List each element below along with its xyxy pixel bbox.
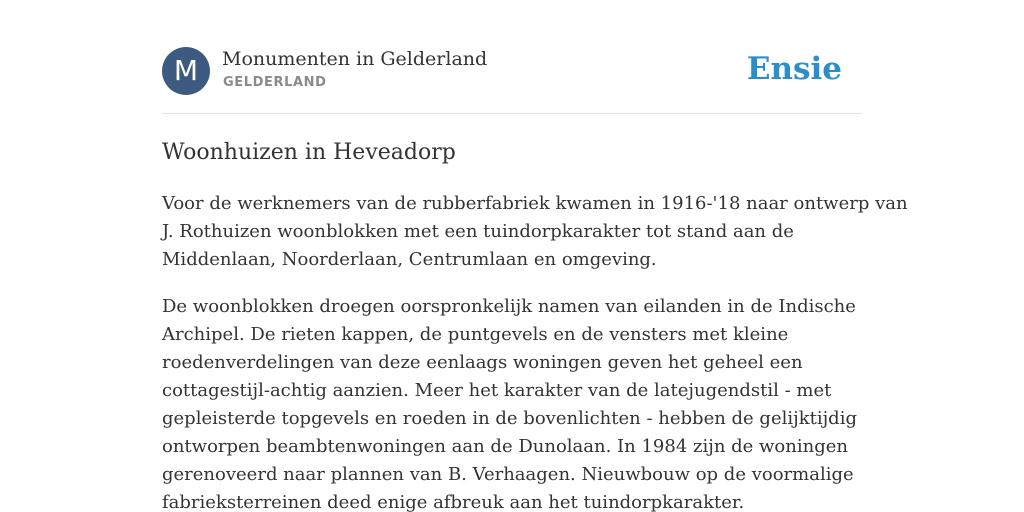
text-line: fabrieksterreinen deed enige afbreuk aan het tuindorpkarakter. (162, 492, 745, 512)
text-line: Voor de werknemers van de rubberfabriek kwamen in 1916-'18 naar ontwerp van (162, 193, 908, 214)
text-line: Archipel. De rieten kappen, de puntgevels en de vensters met kleine (162, 324, 789, 345)
divider (162, 113, 862, 114)
text-line: De woonblokken droegen oorspronkelijk namen van eilanden in de Indische (162, 296, 856, 317)
source-title[interactable]: Monumenten in Gelderland (222, 48, 488, 70)
source-header (162, 47, 862, 97)
article-body (162, 190, 908, 512)
text-line: J. Rothuizen woonblokken met een tuindorpkarakter tot stand aan de (162, 221, 794, 242)
text-line: roedenverdelingen van deze eenlaags woningen geven het geheel een (162, 352, 803, 373)
text-line: cottagestijl-achtig aanzien. Meer het karakter van de latejugendstil - met (162, 380, 832, 401)
text-line: Middenlaan, Noorderlaan, Centrumlaan en omgeving. (162, 249, 657, 270)
source-subtitle: GELDERLAND (223, 75, 327, 90)
avatar[interactable]: M (162, 47, 210, 95)
paragraph-1 (162, 190, 908, 274)
text-line: gepleisterde topgevels en roeden in de bovenlichten - hebben de gelijktijdig (162, 408, 857, 429)
brand-logo[interactable]: Ensie (746, 51, 842, 87)
paragraph-2 (162, 293, 862, 512)
text-line: gerenoveerd naar plannen van B. Verhaagen. Nieuwbouw op de voormalige (162, 464, 854, 485)
text-line: ontworpen beambtenwoningen aan de Dunolaan. In 1984 zijn de woningen (162, 436, 848, 457)
article-title: Woonhuizen in Heveadorp (162, 140, 456, 165)
